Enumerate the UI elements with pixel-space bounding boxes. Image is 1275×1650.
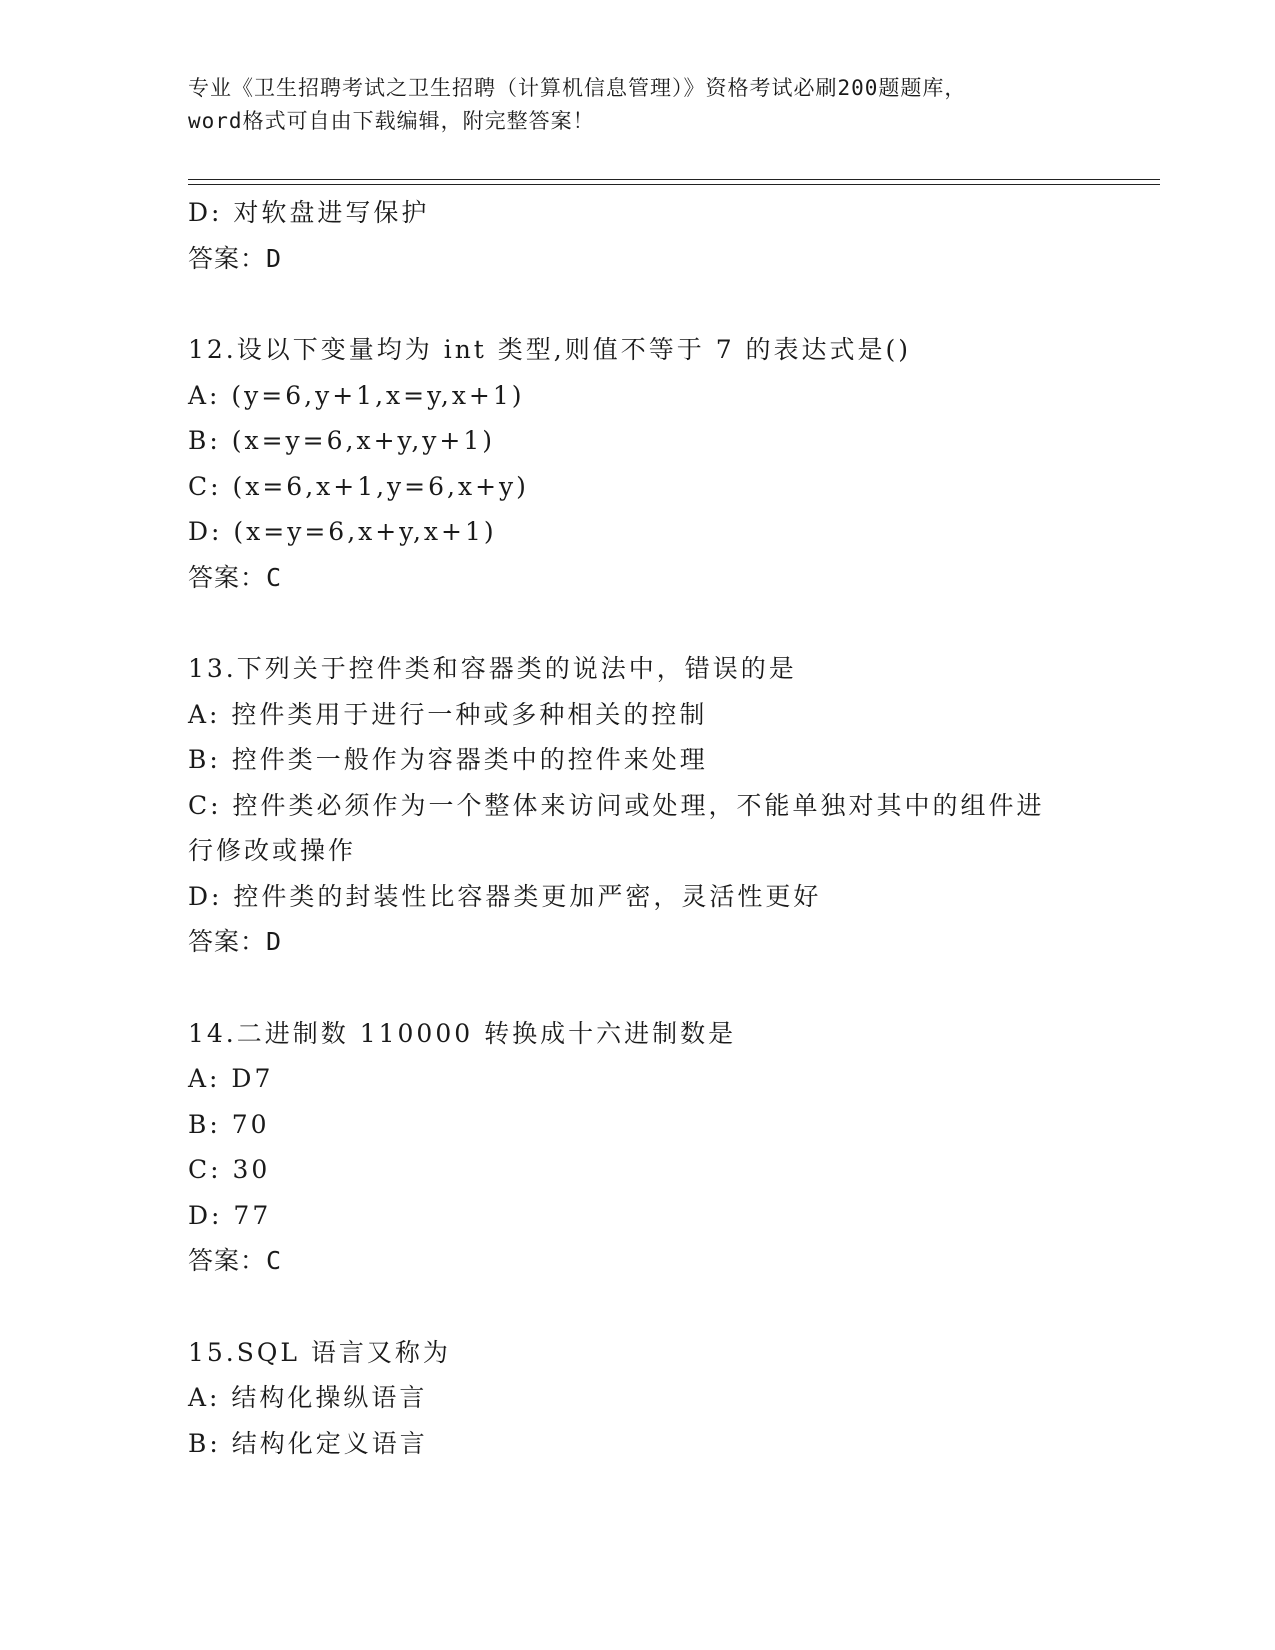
answer-value: C [266,1246,283,1275]
option-a: A: D7 [188,1064,274,1093]
question-14 [188,1011,1088,1284]
option-b: B: (x=y=6,x+y,y+1) [188,426,495,455]
spacer [188,600,1088,646]
answer-label: 答案： [188,562,267,592]
question-15 [188,1330,1088,1467]
question-list [188,190,1088,1466]
spacer [188,281,1088,327]
option-b: B: 结构化定义语言 [188,1428,428,1458]
option-d: D: (x=y=6,x+y,x+1) [188,517,497,546]
answer-value: D [266,243,283,273]
spacer [188,965,1088,1011]
answer-label: 答案： [188,927,267,956]
header-divider-bottom [188,184,1160,185]
option-c: C: 控件类必须作为一个整体来访问或处理，不能单独对其中的组件进行修改或操作 [188,790,1045,865]
option-b: B: 控件类一般作为容器类中的控件来处理 [188,745,708,774]
option-d: D: 控件类的封装性比容器类更加严密，灵活性更好 [188,881,822,911]
option-d: D: 对软盘进写保护 [188,198,430,227]
answer-line [188,919,1088,965]
question-stem: 12.设以下变量均为 int 类型,则值不等于 7 的表达式是() [188,335,912,364]
answer-line [188,1238,1088,1284]
spacer [188,1284,1088,1330]
option-a: A: 结构化操纵语言 [188,1383,428,1412]
option-c: C: 30 [188,1155,271,1184]
question-stem: 14.二进制数 110000 转换成十六进制数是 [188,1018,737,1048]
answer-line [188,236,1088,282]
question-12 [188,327,1088,600]
option-a: A: 控件类用于进行一种或多种相关的控制 [188,699,708,729]
header-divider-top [188,179,1160,180]
header-line-2: word格式可自由下载编辑，附完整答案！ [188,109,595,133]
question-13 [188,646,1088,965]
answer-line [188,555,1088,601]
answer-label: 答案： [188,1246,267,1275]
answer-label: 答案： [188,243,267,273]
prev-question-tail [188,190,1088,281]
option-c: C: (x=6,x+1,y=6,x+y) [188,471,529,501]
answer-value: C [266,562,283,592]
option-a: A: (y=6,y+1,x=y,x+1) [188,380,525,410]
header-line-1: 专业《卫生招聘考试之卫生招聘（计算机信息管理）》资格考试必刷200题题库， [188,76,967,100]
option-d: D: 77 [188,1200,272,1230]
answer-value: D [266,927,283,956]
document-header [188,72,1088,138]
question-stem: 13.下列关于控件类和容器类的说法中，错误的是 [188,654,797,683]
option-b: B: 70 [188,1109,270,1139]
question-stem: 15.SQL 语言又称为 [188,1337,451,1367]
